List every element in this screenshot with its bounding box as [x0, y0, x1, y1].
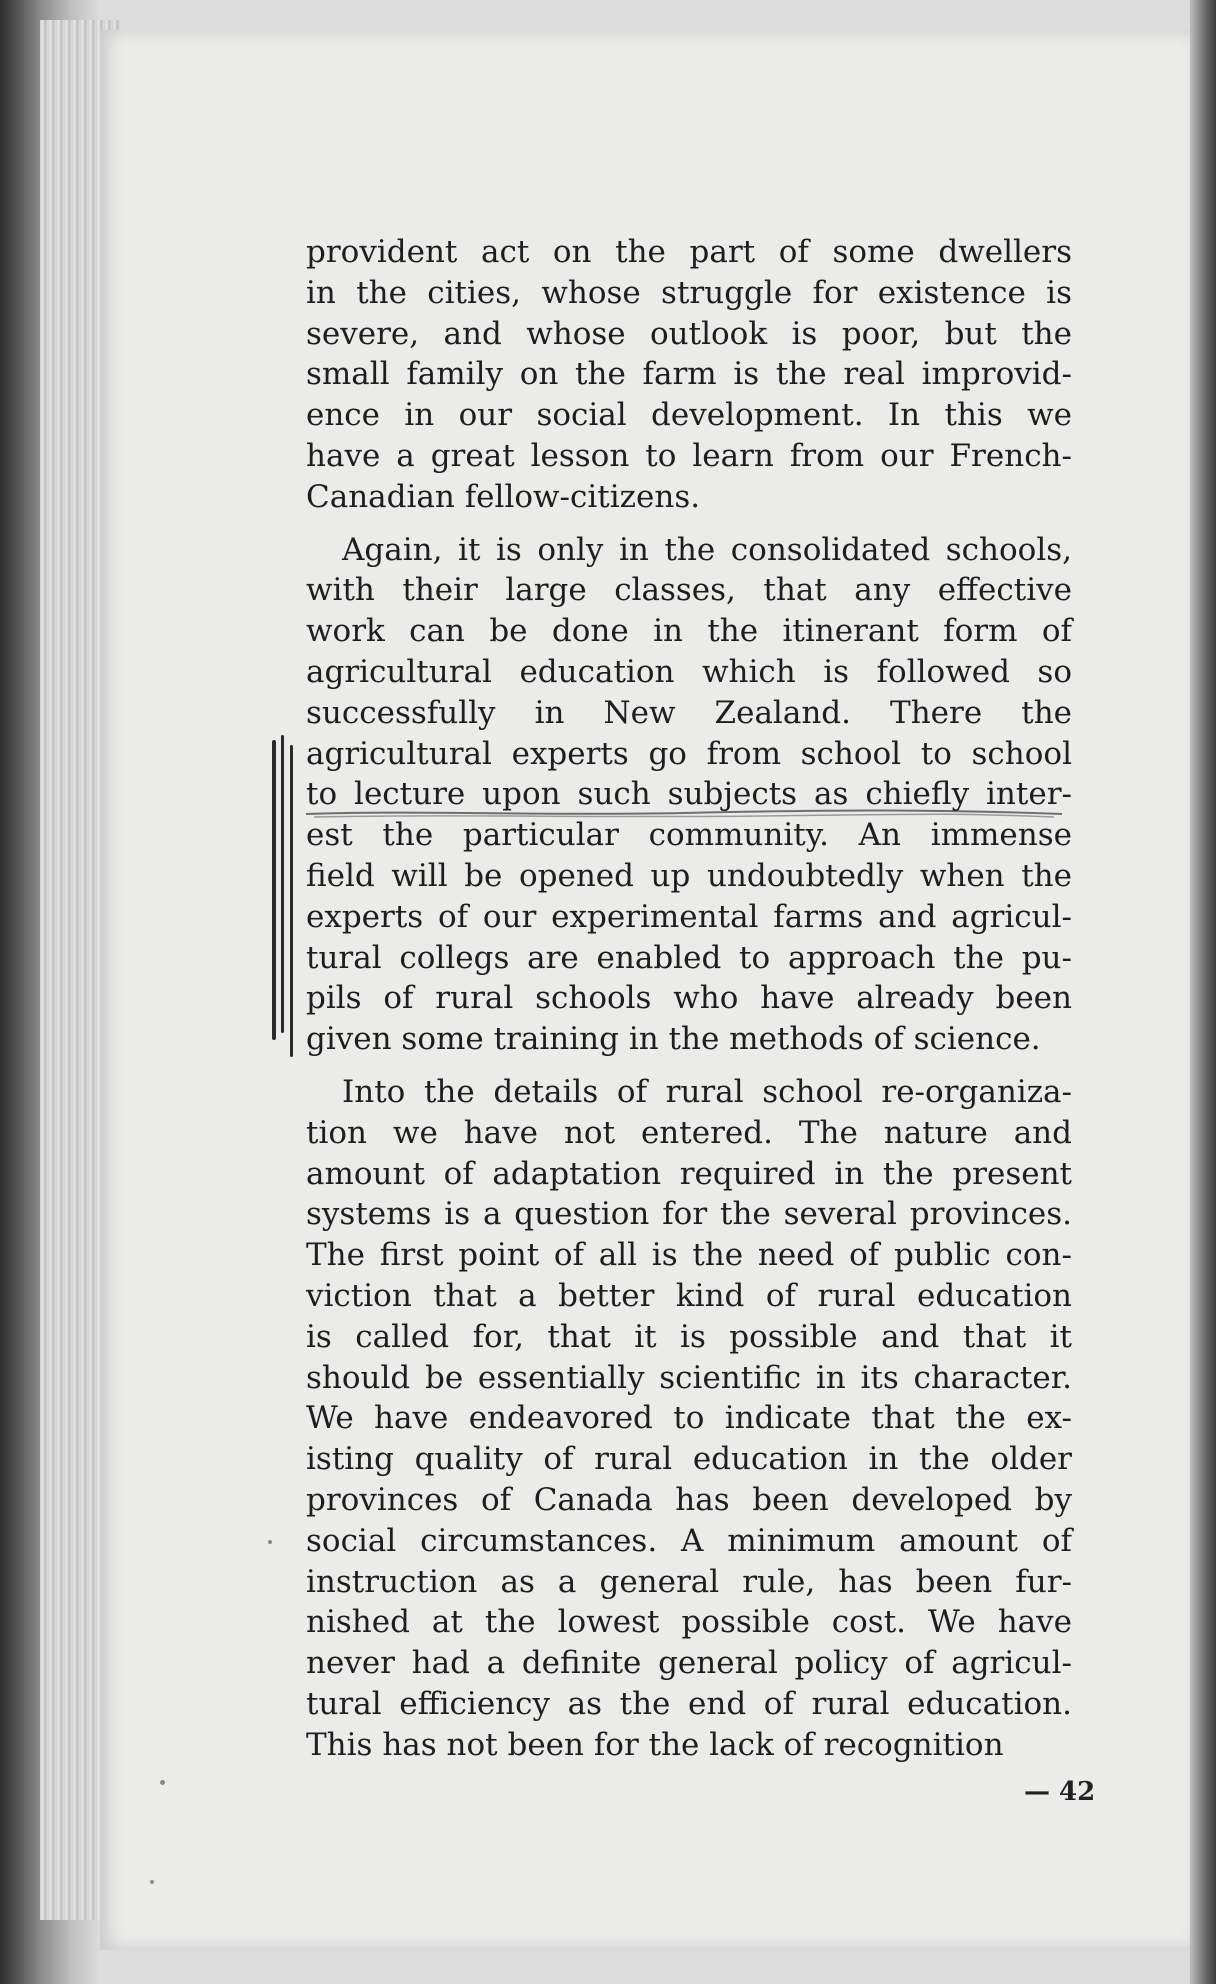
- text-line: Again, it is only in the consolidated schools,: [342, 531, 1072, 568]
- text-line: is called for, that it is possible and that it: [306, 1318, 1072, 1355]
- text-line: given some training in the methods of science.: [306, 1021, 1041, 1058]
- body-text: [306, 232, 1072, 1765]
- dust-speck: [268, 1540, 272, 1544]
- text-line: field will be opened up undoubtedly when the: [306, 857, 1072, 894]
- text-line: social circumstances. A minimum amount of: [306, 1522, 1072, 1559]
- text-line: This has not been for the lack of recognition: [306, 1726, 1004, 1763]
- text-line: est the particular community. An immense: [306, 817, 1072, 854]
- text-line: provident act on the part of some dwellers: [306, 234, 1072, 270]
- paragraph: [306, 232, 1072, 518]
- text-line: experts of our experimental farms and agricul-: [306, 898, 1072, 935]
- text-line: tural efficiency as the end of rural education.: [306, 1685, 1072, 1722]
- margin-bar-3: [290, 745, 293, 1057]
- paragraph: [306, 1072, 1072, 1766]
- text-line: The first point of all is the need of public con-: [306, 1237, 1072, 1274]
- text-line: provinces of Canada has been developed by: [306, 1481, 1072, 1518]
- book-right-edge: [1190, 0, 1216, 1984]
- paragraph: [306, 530, 1072, 1060]
- text-line: agricultural education which is followed so: [306, 653, 1072, 690]
- text-line: small family on the farm is the real improvid-: [306, 356, 1072, 393]
- text-line: to lecture upon such subjects as chiefly inter-: [306, 776, 1072, 813]
- text-line: severe, and whose outlook is poor, but the: [306, 315, 1072, 352]
- page-number: — 42: [1024, 1777, 1096, 1807]
- text-line: isting quality of rural education in the older: [306, 1441, 1072, 1478]
- text-line: agricultural experts go from school to school: [306, 735, 1072, 772]
- text-line: instruction as a general rule, has been fur-: [306, 1563, 1072, 1600]
- dust-speck: [150, 1880, 154, 1884]
- text-line: Canadian fellow-citizens.: [306, 478, 701, 515]
- text-line: systems is a question for the several provinces.: [306, 1196, 1072, 1233]
- paragraph-gap: [306, 1060, 1072, 1072]
- text-line: have a great lesson to learn from our French-: [306, 437, 1072, 474]
- text-line: viction that a better kind of rural education: [306, 1277, 1072, 1314]
- paragraph-gap: [306, 518, 1072, 530]
- text-line: Into the details of rural school re-organiza-: [342, 1073, 1072, 1110]
- text-line: tion we have not entered. The nature and: [306, 1114, 1072, 1151]
- text-line: nished at the lowest possible cost. We have: [306, 1604, 1072, 1641]
- text-line: with their large classes, that any effective: [306, 572, 1072, 609]
- text-line: amount of adaptation required in the present: [306, 1155, 1072, 1192]
- text-line: should be essentially scientific in its character.: [306, 1359, 1072, 1396]
- text-line: successfully in New Zealand. There the: [306, 694, 1072, 731]
- text-line: ence in our social development. In this we: [306, 397, 1072, 434]
- text-line: tural collegs are enabled to approach the pu-: [306, 939, 1072, 976]
- text-line: We have endeavored to indicate that the ex-: [306, 1400, 1072, 1437]
- text-line: in the cities, whose struggle for existence is: [306, 274, 1072, 311]
- margin-bar-1: [272, 740, 276, 1040]
- margin-bar-2: [281, 735, 284, 1033]
- text-line: work can be done in the itinerant form of: [306, 613, 1072, 650]
- dust-speck: [160, 1780, 165, 1785]
- text-line: never had a definite general policy of agricul-: [306, 1645, 1072, 1682]
- text-line: pils of rural schools who have already been: [306, 980, 1072, 1017]
